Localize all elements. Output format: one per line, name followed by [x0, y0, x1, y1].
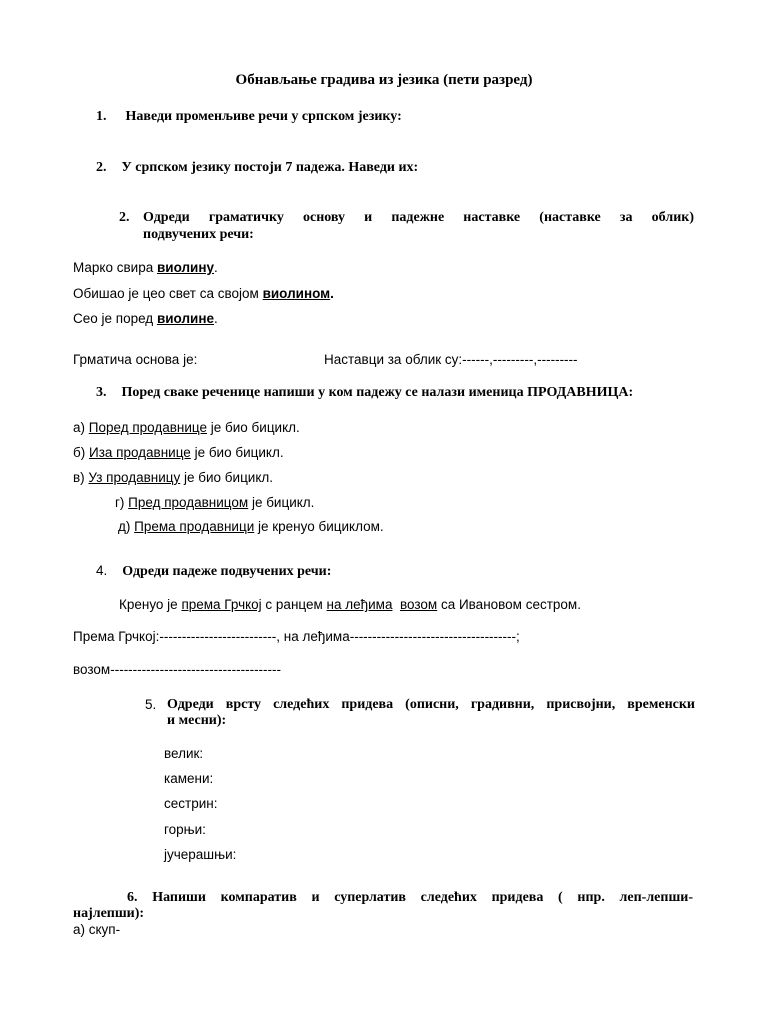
- osnova-label: Грматича основа је:: [73, 352, 198, 367]
- question-number: 4.: [96, 563, 108, 578]
- item-text: је бицикл.: [248, 495, 315, 510]
- sentence-text: .: [330, 286, 334, 301]
- underlined-phrase: на леђима: [326, 597, 393, 612]
- underlined-phrase: Поред продавнице: [88, 420, 207, 435]
- page-title: Обнављање градива из језика (пети разред): [235, 72, 533, 88]
- item-prefix: а): [73, 420, 89, 435]
- underlined-phrase: Према продавници: [134, 519, 255, 534]
- underlined-phrase: Уз продавницу: [88, 470, 181, 485]
- list-item: [73, 420, 300, 435]
- sentence-text: Марко свира: [73, 260, 157, 275]
- sentence: [73, 260, 218, 275]
- sentence-text: Сео је поред: [73, 311, 157, 326]
- underlined-phrase: возом: [399, 597, 438, 612]
- sentence-text: [392, 597, 400, 612]
- list-item: јучерашњи:: [164, 847, 237, 862]
- q4-sentence: [119, 597, 581, 612]
- underlined-word: виолине: [156, 311, 214, 326]
- question-number: 1.: [96, 109, 107, 124]
- underlined-word: виолином: [262, 286, 331, 301]
- list-item: а) скуп-: [73, 922, 121, 937]
- item-prefix: в): [73, 470, 89, 485]
- item-prefix: б): [73, 445, 89, 460]
- list-item: сестрин:: [164, 796, 218, 811]
- answer-line: возом--------------------------------------: [73, 662, 282, 677]
- nastavci-label: Наставци за облик су:------,---------,---------: [324, 352, 578, 367]
- list-item: камени:: [164, 771, 214, 786]
- underlined-phrase: према Грчкој: [181, 597, 262, 612]
- question-5-line1: Одреди врсту следећих придева (описни, градивни, присвојни, временски: [167, 697, 695, 712]
- answer-line: Према Грчкој:--------------------------, на леђима-------------------------------------;: [73, 629, 520, 644]
- sentence-text: Кренуо је: [119, 597, 182, 612]
- question-4: [96, 563, 331, 580]
- sentence-text: Обишао је цео свет са својом: [73, 286, 263, 301]
- list-item: [115, 495, 314, 510]
- underlined-phrase: Иза продавнице: [88, 445, 191, 460]
- sentence-text: .: [214, 311, 218, 326]
- question-text: Поред сваке реченице напиши у ком падежу се налази именица ПРОДАВНИЦА:: [121, 385, 634, 400]
- list-item: горњи:: [164, 822, 206, 837]
- item-prefix: д): [118, 519, 135, 534]
- question-2b-line1: Одреди граматичку основу и падежне наставке (наставке за облик): [143, 210, 694, 225]
- question-text: У српском језику постоји 7 падежа. Наведи их:: [121, 160, 419, 175]
- item-text: је кренуо бициклом.: [254, 519, 384, 534]
- item-text: је био бицикл.: [190, 445, 284, 460]
- item-prefix: г): [115, 495, 129, 510]
- sentence: [73, 311, 218, 326]
- question-3: [96, 385, 633, 401]
- question-1: [96, 109, 402, 125]
- question-number: 2.: [96, 160, 107, 175]
- question-2b-number: 2.: [119, 210, 130, 225]
- question-6-line2: најлепши):: [73, 906, 145, 921]
- question-6-line1: 6. Напиши компаратив и суперлатив следећих придева ( нпр. леп-лепши-: [127, 890, 693, 905]
- sentence-text: .: [214, 260, 218, 275]
- question-2b-line2: подвучених речи:: [143, 227, 254, 242]
- question-text: Наведи променљиве речи у српском језику:: [125, 109, 402, 124]
- question-5-number: 5.: [145, 697, 157, 712]
- question-number: 3.: [96, 385, 107, 400]
- sentence-text: са Ивановом сестром.: [437, 597, 581, 612]
- sentence: [73, 286, 334, 301]
- underlined-phrase: Пред продавницом: [128, 495, 249, 510]
- question-text: Одреди падеже подвучених речи:: [122, 564, 332, 579]
- question-2: [96, 160, 418, 176]
- item-text: је био бицикл.: [180, 470, 274, 485]
- list-item: велик:: [164, 746, 204, 761]
- list-item: [73, 470, 273, 485]
- item-text: је био бицикл.: [207, 420, 300, 435]
- list-item: [118, 519, 384, 534]
- sentence-text: с ранцем: [261, 597, 327, 612]
- question-5-line2: и месни):: [167, 713, 227, 728]
- underlined-word: виолину: [156, 260, 215, 275]
- list-item: [73, 445, 284, 460]
